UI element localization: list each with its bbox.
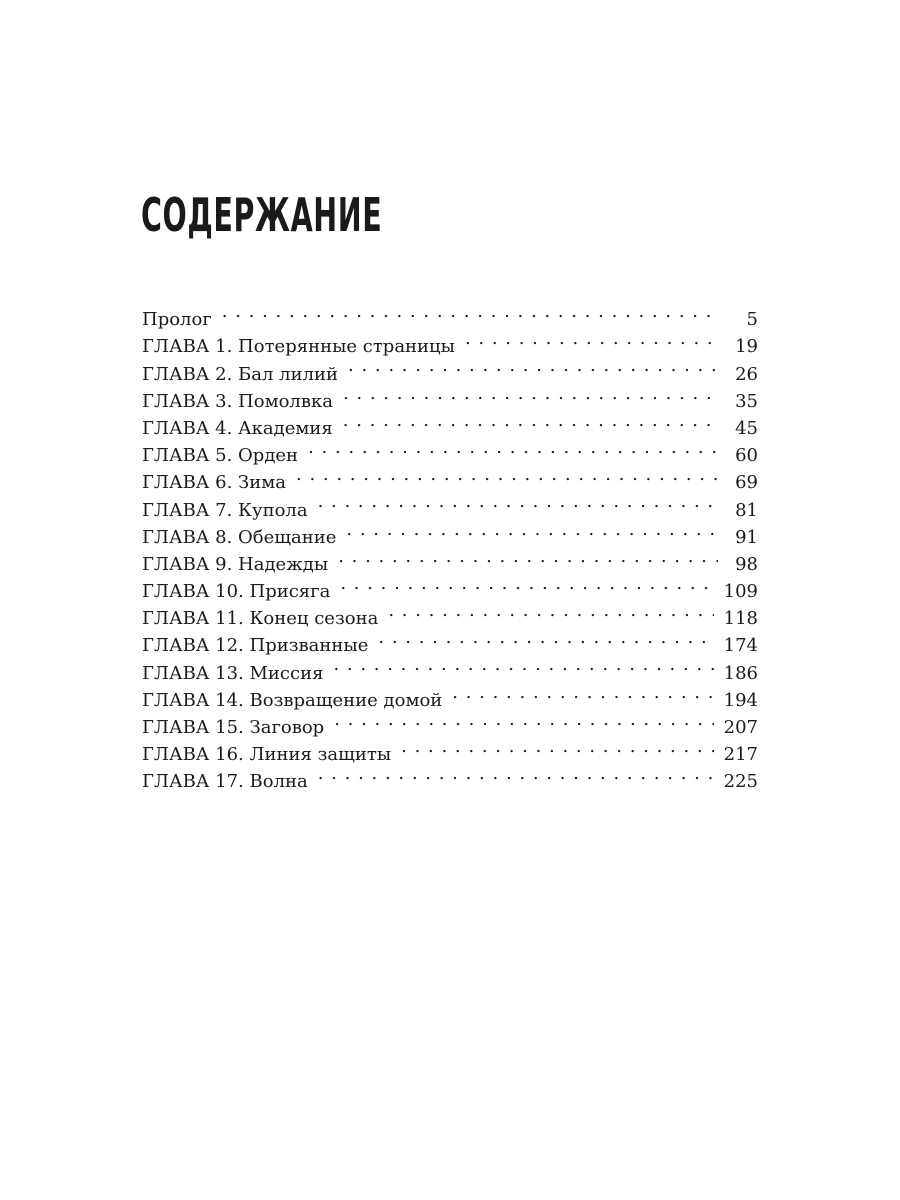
dot-leader <box>388 597 713 624</box>
toc-entry-title: ГЛАВА 17. Волна <box>142 771 308 793</box>
toc-entry-page-number: 217 <box>723 744 758 766</box>
toc-entry-title: ГЛАВА 14. Возвращение домой <box>142 689 443 711</box>
toc-entry-title: ГЛАВА 16. Линия защиты <box>142 744 392 766</box>
toc-entry-title: ГЛАВА 1. Потерянные страницы <box>142 336 455 358</box>
toc-entry-page-number: 60 <box>735 445 758 467</box>
toc-entry-page-number: 45 <box>735 417 758 439</box>
toc-entry-page-number: 26 <box>735 363 758 385</box>
toc-entry-page-number: 207 <box>723 717 758 738</box>
toc-entry-title: ГЛАВА 2. Бал лилий <box>142 363 339 385</box>
dot-leader <box>296 461 718 488</box>
toc-entry-title: ГЛАВА 4. Академия <box>142 417 333 439</box>
dot-leader <box>340 570 713 597</box>
page-title: СОДЕРЖАНИЕ <box>141 188 383 242</box>
dot-leader <box>308 434 718 461</box>
toc-entry-title: ГЛАВА 6. Зима <box>142 472 286 494</box>
dot-leader <box>465 325 718 352</box>
dot-leader <box>343 407 718 434</box>
toc-entry-title: ГЛАВА 12. Призванные <box>142 635 369 657</box>
toc-entry-title: ГЛАВА 13. Миссия <box>142 662 324 684</box>
toc-entry-page-number: 35 <box>735 390 758 412</box>
toc-entry-page-number: 69 <box>735 472 758 494</box>
toc-entry-title: ГЛАВА 11. Конец сезона <box>142 608 379 630</box>
dot-leader <box>318 760 714 787</box>
toc-entry-title: ГЛАВА 7. Купола <box>142 499 308 521</box>
dot-leader <box>343 380 718 407</box>
dot-leader <box>348 352 718 379</box>
dot-leader <box>378 624 713 651</box>
toc-entry-page-number: 194 <box>723 689 758 711</box>
dot-leader <box>222 298 718 325</box>
dot-leader <box>338 543 718 570</box>
toc-entry-title: ГЛАВА 8. Обещание <box>142 526 337 548</box>
toc-entry <box>142 325 758 358</box>
dot-leader <box>333 651 713 678</box>
dot-leader <box>452 679 713 706</box>
toc-entry-title: ГЛАВА 15. Заговор <box>142 717 325 738</box>
toc-entry-page-number: 98 <box>735 553 758 575</box>
toc-entry-title: ГЛАВА 3. Помолвка <box>142 390 333 412</box>
toc-entry-page-number: 225 <box>723 771 758 793</box>
toc-entry-page-number: 91 <box>735 526 758 548</box>
toc-entry-page-number: 19 <box>735 336 758 358</box>
dot-leader <box>334 706 713 733</box>
toc-entry <box>142 298 758 331</box>
toc-entry-page-number: 81 <box>735 499 758 521</box>
toc-entry-page-number: 174 <box>723 635 758 657</box>
toc-entry-title: ГЛАВА 10. Присяга <box>142 581 331 603</box>
dot-leader <box>318 488 718 515</box>
toc-entry-title: ГЛАВА 5. Орден <box>142 445 299 467</box>
toc-entry-title: Пролог <box>142 309 212 331</box>
dot-leader <box>401 733 713 760</box>
toc-entry-page-number: 109 <box>723 581 758 603</box>
toc-entry-page-number: 118 <box>723 608 758 630</box>
toc-entry-page-number: 5 <box>746 309 758 331</box>
dot-leader <box>346 516 718 543</box>
toc-entry-page-number: 186 <box>723 662 758 684</box>
toc-entry-title: ГЛАВА 9. Надежды <box>142 553 329 575</box>
table-of-contents <box>142 298 758 793</box>
